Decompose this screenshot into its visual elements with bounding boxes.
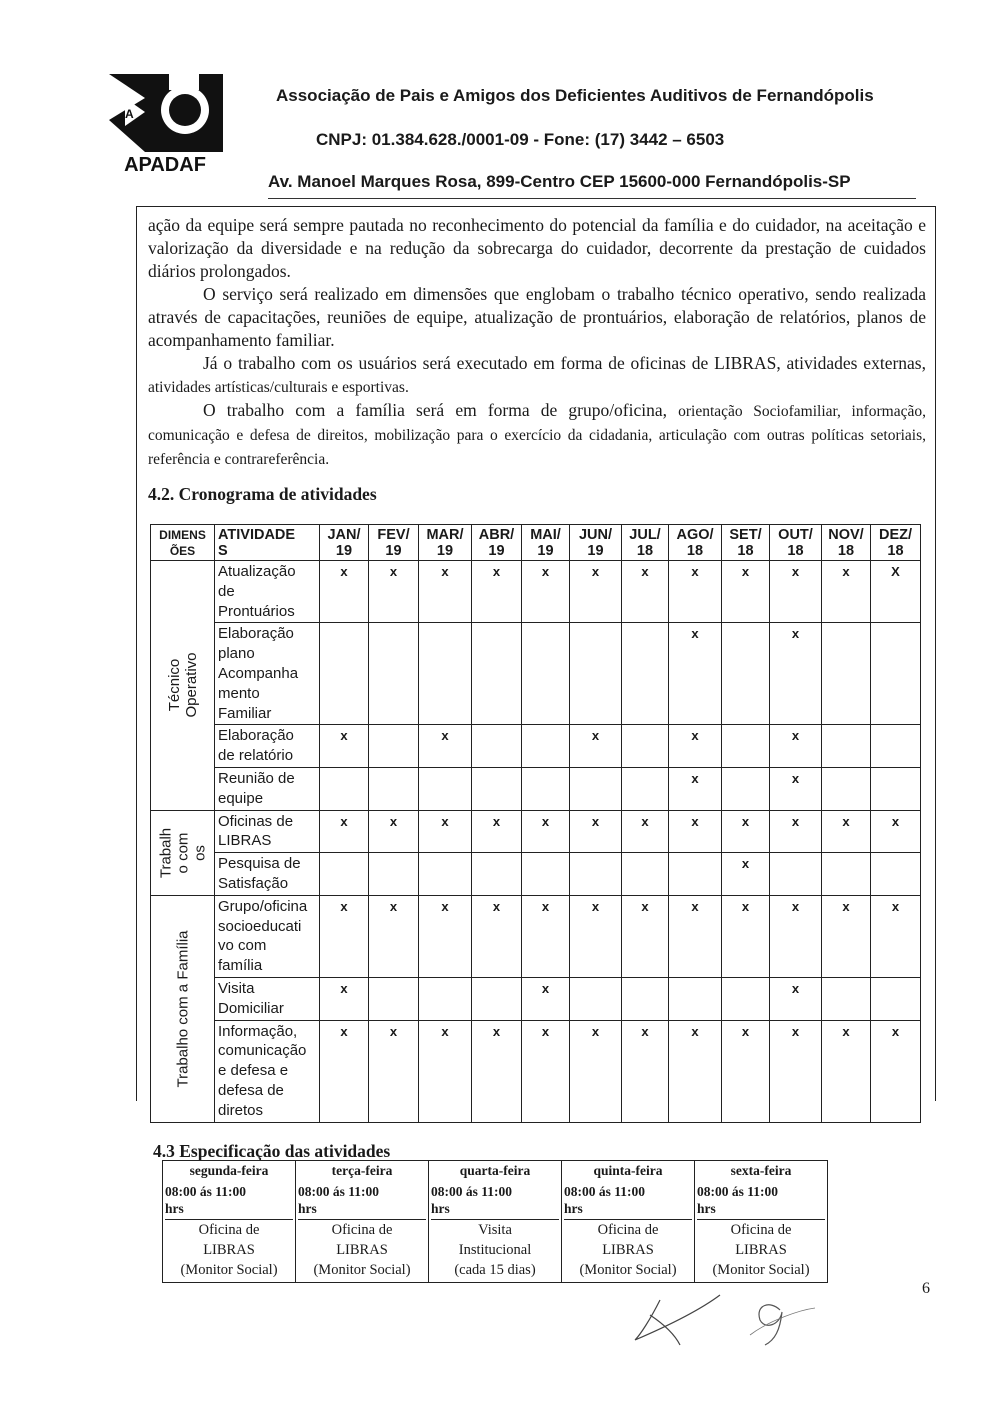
weekly-spec-table xyxy=(162,1160,828,1283)
month-mark-cell xyxy=(622,977,669,1020)
activity-cell: Grupo/oficina socioeducati vo com família xyxy=(215,895,320,977)
month-mark-cell xyxy=(770,853,822,896)
month-mark-cell xyxy=(522,623,570,725)
month-mark-cell: x xyxy=(320,977,369,1020)
month-mark-cell: X xyxy=(871,561,921,623)
column-header-month: SET/ 18 xyxy=(722,525,770,561)
month-mark-cell: x xyxy=(320,1020,369,1122)
column-header-month: NOV/ 18 xyxy=(822,525,871,561)
month-mark-cell xyxy=(320,853,369,896)
month-mark-cell: x xyxy=(369,561,419,623)
month-mark-cell xyxy=(472,853,522,896)
month-mark-cell: x xyxy=(822,561,871,623)
month-mark-cell: x xyxy=(722,561,770,623)
month-mark-cell: x xyxy=(822,895,871,977)
svg-text:A: A xyxy=(125,107,134,121)
logo-text: APADAF xyxy=(124,154,206,176)
paragraph-3 xyxy=(148,352,926,399)
month-mark-cell: x xyxy=(522,561,570,623)
month-mark-cell: x xyxy=(570,895,622,977)
paragraph-1: ação da equipe será sempre pautada no reconhecimento do potencial da família e do cuidador, na aceitação e valorização da diversidade e na redução da sobrecarga do cuidador, decorrente da prestação de cuidados diários prolongados. xyxy=(148,215,926,281)
column-header-dimensions: DIMENS ÕES xyxy=(151,525,215,561)
apadaf-logo xyxy=(105,68,225,176)
month-mark-cell xyxy=(871,725,921,768)
weekday-name: sexta-feira xyxy=(730,1163,792,1178)
month-mark-cell: x xyxy=(669,725,722,768)
schedule-row xyxy=(151,895,921,977)
paragraph-4 xyxy=(148,399,926,471)
section-4-3-title: 4.3 Especificação das atividades xyxy=(153,1141,391,1161)
month-mark-cell: x xyxy=(669,895,722,977)
month-mark-cell xyxy=(871,623,921,725)
weekday-time: 08:00 ás 11:00 hrs xyxy=(564,1184,645,1216)
weekday-name: quinta-feira xyxy=(593,1163,663,1178)
month-mark-cell: x xyxy=(669,810,722,853)
month-mark-cell: x xyxy=(472,561,522,623)
month-mark-cell: x xyxy=(770,623,822,725)
month-mark-cell: x xyxy=(669,767,722,810)
month-mark-cell xyxy=(570,767,622,810)
month-mark-cell: x xyxy=(722,1020,770,1122)
weekday-cell xyxy=(562,1161,695,1283)
month-mark-cell: x xyxy=(419,895,472,977)
month-mark-cell: x xyxy=(722,895,770,977)
month-mark-cell: x xyxy=(770,1020,822,1122)
month-mark-cell: x xyxy=(871,1020,921,1122)
month-mark-cell xyxy=(622,725,669,768)
schedule-row xyxy=(151,725,921,768)
weekday-time: 08:00 ás 11:00 hrs xyxy=(697,1184,778,1216)
month-mark-cell xyxy=(522,853,570,896)
month-mark-cell: x xyxy=(320,725,369,768)
header-divider xyxy=(268,198,916,199)
month-mark-cell xyxy=(722,977,770,1020)
month-mark-cell xyxy=(419,767,472,810)
month-mark-cell: x xyxy=(669,561,722,623)
weekday-cell xyxy=(695,1161,828,1283)
dimension-label: Trabalho com a Família xyxy=(174,930,191,1088)
month-mark-cell: x xyxy=(419,1020,472,1122)
month-mark-cell xyxy=(871,977,921,1020)
month-mark-cell: x xyxy=(770,977,822,1020)
month-mark-cell xyxy=(570,977,622,1020)
section-4-2-title: 4.2. Cronograma de atividades xyxy=(148,484,377,504)
cnpj-phone-line: CNPJ: 01.384.628./0001-09 - Fone: (17) 3442 – 6503 xyxy=(316,130,725,149)
month-mark-cell xyxy=(822,767,871,810)
column-header-month: MAI/ 19 xyxy=(522,525,570,561)
month-mark-cell xyxy=(722,623,770,725)
month-mark-cell: x xyxy=(320,561,369,623)
month-mark-cell: x xyxy=(770,767,822,810)
month-mark-cell: x xyxy=(369,1020,419,1122)
month-mark-cell xyxy=(369,767,419,810)
column-header-month: FEV/ 19 xyxy=(369,525,419,561)
month-mark-cell: x xyxy=(419,561,472,623)
column-header-month: JAN/ 19 xyxy=(320,525,369,561)
month-mark-cell: x xyxy=(871,895,921,977)
column-header-month: ABR/ 19 xyxy=(472,525,522,561)
month-mark-cell: x xyxy=(570,810,622,853)
month-mark-cell: x xyxy=(522,895,570,977)
month-mark-cell: x xyxy=(472,810,522,853)
month-mark-cell: x xyxy=(320,895,369,977)
month-mark-cell xyxy=(472,623,522,725)
activity-cell: Elaboração plano Acompanha mento Familiar xyxy=(215,623,320,725)
column-header-month: DEZ/ 18 xyxy=(871,525,921,561)
page-number: 6 xyxy=(922,1280,930,1297)
schedule-row xyxy=(151,810,921,853)
month-mark-cell xyxy=(669,977,722,1020)
weekday-activity: Oficina de LIBRAS (Monitor Social) xyxy=(564,1219,692,1280)
month-mark-cell xyxy=(622,767,669,810)
schedule-row xyxy=(151,561,921,623)
schedule-row xyxy=(151,977,921,1020)
month-mark-cell: x xyxy=(320,810,369,853)
month-mark-cell xyxy=(871,767,921,810)
month-mark-cell: x xyxy=(770,810,822,853)
schedule-table xyxy=(150,524,921,1123)
dimension-label: Técnico Operativo xyxy=(165,652,200,718)
column-header-month: JUL/ 18 xyxy=(622,525,669,561)
dimension-cell xyxy=(151,810,215,895)
weekday-activity: Oficina de LIBRAS (Monitor Social) xyxy=(165,1219,293,1280)
month-mark-cell xyxy=(320,623,369,725)
month-mark-cell: x xyxy=(622,561,669,623)
month-mark-cell xyxy=(669,853,722,896)
activity-cell: Atualização de Prontuários xyxy=(215,561,320,623)
month-mark-cell: x xyxy=(822,1020,871,1122)
month-mark-cell: x xyxy=(570,1020,622,1122)
weekday-name: terça-feira xyxy=(331,1163,393,1178)
month-mark-cell: x xyxy=(622,1020,669,1122)
activity-cell: Oficinas de LIBRAS xyxy=(215,810,320,853)
column-header-activities: ATIVIDADE S xyxy=(215,525,320,561)
month-mark-cell xyxy=(570,623,622,725)
paragraph-3-part-a: Já o trabalho com os usuários será executado em forma de oficinas de LIBRAS, atividades externas, xyxy=(203,353,926,373)
month-mark-cell: x xyxy=(522,1020,570,1122)
month-mark-cell xyxy=(871,853,921,896)
activity-cell: Pesquisa de Satisfação xyxy=(215,853,320,896)
paragraph-4-part-a: O trabalho com a família será em forma de grupo/oficina, xyxy=(203,400,668,420)
month-mark-cell xyxy=(722,767,770,810)
month-mark-cell xyxy=(419,623,472,725)
month-mark-cell xyxy=(472,725,522,768)
month-mark-cell: x xyxy=(522,810,570,853)
month-mark-cell: x xyxy=(669,623,722,725)
month-mark-cell: x xyxy=(369,895,419,977)
month-mark-cell: x xyxy=(871,810,921,853)
activity-cell: Informação, comunicação e defesa e defesa de diretos xyxy=(215,1020,320,1122)
month-mark-cell: x xyxy=(770,895,822,977)
month-mark-cell xyxy=(369,725,419,768)
address-line: Av. Manoel Marques Rosa, 899-Centro CEP 15600-000 Fernandópolis-SP xyxy=(268,172,851,191)
weekday-activity: Visita Institucional (cada 15 dias) xyxy=(431,1219,559,1280)
month-mark-cell xyxy=(822,623,871,725)
weekday-activity: Oficina de LIBRAS (Monitor Social) xyxy=(298,1219,426,1280)
month-mark-cell xyxy=(522,767,570,810)
month-mark-cell: x xyxy=(419,725,472,768)
month-mark-cell: x xyxy=(770,561,822,623)
paragraph-4-part-b: orientação Sociofamiliar, informação, comunicação e defesa de direitos, mobilização para o exercício da cidadania, articulação com outras políticas setoriais, referência e contrareferência. xyxy=(148,403,926,468)
dimension-cell xyxy=(151,561,215,811)
month-mark-cell xyxy=(822,853,871,896)
paragraph-3-part-b: atividades artísticas/culturais e esportivas. xyxy=(148,379,409,396)
month-mark-cell xyxy=(522,725,570,768)
month-mark-cell xyxy=(472,977,522,1020)
month-mark-cell: x xyxy=(622,810,669,853)
schedule-row xyxy=(151,767,921,810)
month-mark-cell: x xyxy=(419,810,472,853)
month-mark-cell: x xyxy=(570,561,622,623)
activity-cell: Visita Domiciliar xyxy=(215,977,320,1020)
handwritten-initials xyxy=(630,1290,820,1350)
month-mark-cell: x xyxy=(472,1020,522,1122)
weekday-cell xyxy=(163,1161,296,1283)
activity-cell: Elaboração de relatório xyxy=(215,725,320,768)
month-mark-cell xyxy=(369,853,419,896)
month-mark-cell xyxy=(822,725,871,768)
month-mark-cell: x xyxy=(822,810,871,853)
body-text xyxy=(148,214,926,471)
weekday-time: 08:00 ás 11:00 hrs xyxy=(165,1184,246,1216)
weekday-name: quarta-feira xyxy=(459,1163,531,1178)
month-mark-cell: x xyxy=(472,895,522,977)
weekday-time: 08:00 ás 11:00 hrs xyxy=(431,1184,512,1216)
dimension-cell xyxy=(151,895,215,1122)
month-mark-cell xyxy=(472,767,522,810)
month-mark-cell xyxy=(570,853,622,896)
dimension-label: Trabalh o com os xyxy=(157,827,208,878)
month-mark-cell: x xyxy=(570,725,622,768)
month-mark-cell: x xyxy=(722,810,770,853)
activity-cell: Reunião de equipe xyxy=(215,767,320,810)
month-mark-cell xyxy=(320,767,369,810)
weekday-cell xyxy=(429,1161,562,1283)
organization-name: Associação de Pais e Amigos dos Deficientes Auditivos de Fernandópolis xyxy=(276,86,874,105)
weekday-time: 08:00 ás 11:00 hrs xyxy=(298,1184,379,1216)
month-mark-cell xyxy=(722,725,770,768)
month-mark-cell xyxy=(622,623,669,725)
month-mark-cell: x xyxy=(522,977,570,1020)
month-mark-cell xyxy=(622,853,669,896)
schedule-row xyxy=(151,853,921,896)
weekday-activity: Oficina de LIBRAS (Monitor Social) xyxy=(697,1219,825,1280)
column-header-month: JUN/ 19 xyxy=(570,525,622,561)
weekday-name: segunda-feira xyxy=(189,1163,269,1178)
schedule-row xyxy=(151,1020,921,1122)
month-mark-cell xyxy=(419,977,472,1020)
paragraph-2: O serviço será realizado em dimensões que englobam o trabalho técnico operativo, sendo realizada através de capacitações, reuniões de equipe, atualização de prontuários, elaboração de relatórios, planos de acompanhamento familiar. xyxy=(148,284,926,350)
column-header-month: MAR/ 19 xyxy=(419,525,472,561)
month-mark-cell: x xyxy=(369,810,419,853)
schedule-row xyxy=(151,623,921,725)
month-mark-cell xyxy=(822,977,871,1020)
month-mark-cell xyxy=(419,853,472,896)
month-mark-cell: x xyxy=(770,725,822,768)
column-header-month: OUT/ 18 xyxy=(770,525,822,561)
month-mark-cell: x xyxy=(669,1020,722,1122)
month-mark-cell xyxy=(369,977,419,1020)
column-header-month: AGO/ 18 xyxy=(669,525,722,561)
month-mark-cell: x xyxy=(622,895,669,977)
weekday-cell xyxy=(296,1161,429,1283)
month-mark-cell: x xyxy=(722,853,770,896)
month-mark-cell xyxy=(369,623,419,725)
